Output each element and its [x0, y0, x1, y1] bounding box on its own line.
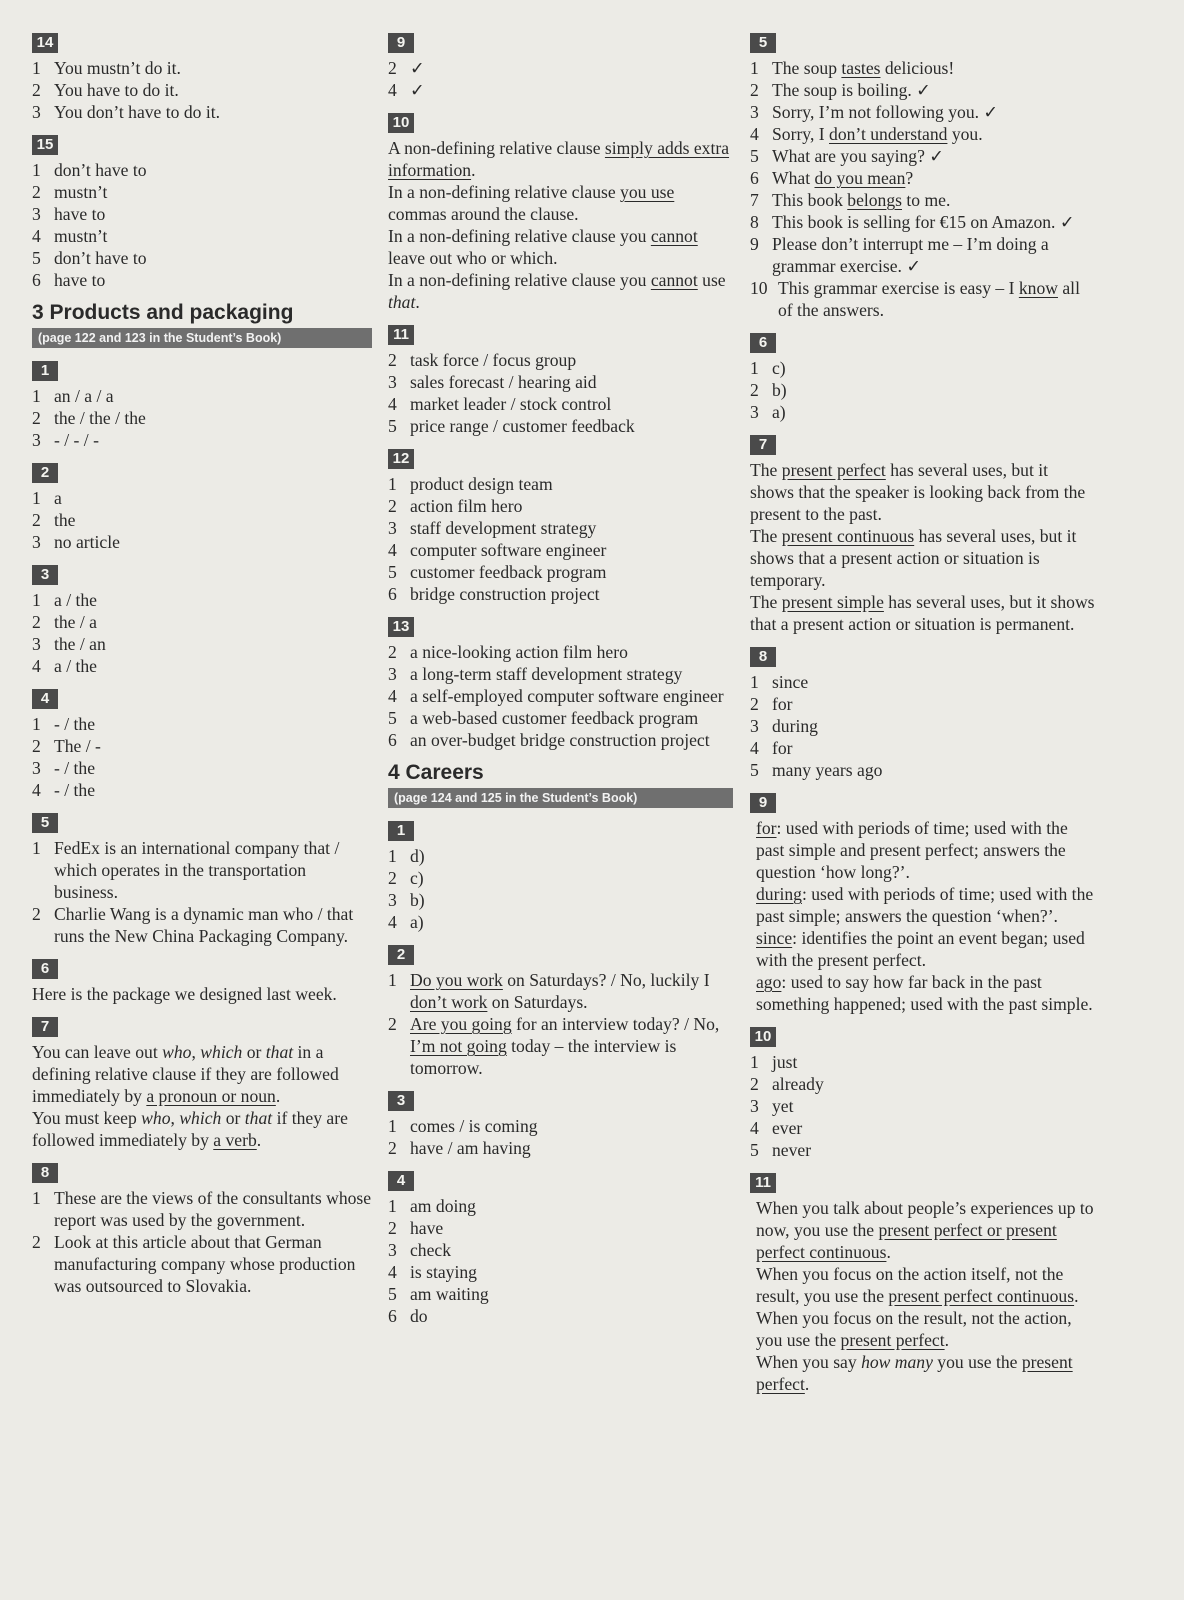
- list-item: 4 ever: [750, 1118, 803, 1138]
- exercise-number: 10: [750, 1027, 776, 1047]
- exercise-number: 3: [32, 565, 58, 585]
- list-item: 1 You mustn’t do it.: [32, 58, 181, 78]
- list-item: 3 b): [388, 890, 425, 910]
- exercise-8: [750, 644, 1095, 781]
- list-item: 3 sales forecast / hearing aid: [388, 372, 597, 392]
- list-item: 3 have to: [32, 204, 106, 224]
- exercise-3: [32, 562, 372, 677]
- list-item: 1 d): [388, 846, 425, 866]
- exercise-10: [388, 110, 733, 313]
- list-item: 6 have to: [32, 270, 106, 290]
- unit-4-title: 4 Careers: [388, 761, 484, 784]
- list-item: 6 an over-budget bridge construction project: [388, 730, 710, 750]
- list-item: 2 Look at this article about that German manufacturing company whose production was outsourced to Slovakia.: [32, 1232, 356, 1296]
- exercise-number: 13: [388, 617, 414, 637]
- list-item: 9 Please don’t interrupt me – I’m doing a grammar exercise. ✓: [750, 234, 1049, 276]
- list-item: 1 product design team: [388, 474, 553, 494]
- unit-3-page-reference: (page 122 and 123 in the Student’s Book): [32, 328, 372, 348]
- list-item: 3 a long-term staff development strategy: [388, 664, 683, 684]
- exercise-number: 9: [388, 33, 414, 53]
- checkmark-icon: ✓: [410, 58, 425, 78]
- checkmark-icon: ✓: [410, 80, 425, 100]
- exercise-number: 4: [388, 1171, 414, 1191]
- exercise-number: 4: [32, 689, 58, 709]
- exercise-11: [388, 322, 733, 437]
- exercise-number: 5: [750, 33, 776, 53]
- exercise-9: [388, 30, 733, 101]
- list-item: 2 have: [388, 1218, 444, 1238]
- exercise-6: [750, 330, 1095, 423]
- exercise-number: 1: [32, 361, 58, 381]
- answer-paragraph: You can leave out who, which or that in a defining relative clause if they are followed immediately by a pronoun or noun.: [32, 1042, 339, 1106]
- answer-paragraph: since: identifies the point an event began; used with the present perfect.: [756, 928, 1085, 970]
- list-item: 2 action film hero: [388, 496, 523, 516]
- exercise-4: [388, 1168, 733, 1327]
- list-item: 1 - / the: [32, 714, 96, 734]
- exercise-number: 7: [32, 1017, 58, 1037]
- exercise-number: 6: [750, 333, 776, 353]
- list-item: 7 This book belongs to me.: [750, 190, 951, 210]
- list-item: 2 task force / focus group: [388, 350, 577, 370]
- unit-3-title: 3 Products and packaging: [32, 301, 294, 324]
- list-item: 1 an / a / a: [32, 386, 114, 406]
- list-item: 2 The / -: [32, 736, 101, 756]
- list-item: 2 mustn’t: [32, 182, 108, 202]
- exercise-6: [32, 956, 372, 1005]
- exercise-7: [32, 1014, 372, 1151]
- list-item: 1 These are the views of the consultants whose report was used by the government.: [32, 1188, 372, 1230]
- list-item: 2 Are you going for an interview today? / No, I’m not going today – the interview is tomorrow.: [388, 1014, 720, 1078]
- list-item: 2 Charlie Wang is a dynamic man who / that runs the New China Packaging Company.: [32, 904, 354, 946]
- list-item: 1 c): [750, 358, 786, 378]
- list-item: 1 FedEx is an international company that / which operates in the transportation business.: [32, 838, 340, 902]
- list-item: 4 Sorry, I don’t understand you.: [750, 124, 983, 144]
- list-item: 10 This grammar exercise is easy – I know all of the answers.: [750, 278, 1080, 320]
- list-item: 1 since: [750, 672, 809, 692]
- exercise-5: [32, 810, 372, 947]
- list-item: 2 b): [750, 380, 787, 400]
- list-item: 4 computer software engineer: [388, 540, 607, 560]
- list-item: 6 do: [388, 1306, 428, 1326]
- exercise-15: [32, 132, 372, 291]
- list-item: 1 Do you work on Saturdays? / No, luckily I don’t work on Saturdays.: [388, 970, 710, 1012]
- list-item: 5 customer feedback program: [388, 562, 607, 582]
- list-item: 1 a / the: [32, 590, 97, 610]
- list-item: 3 check: [388, 1240, 452, 1260]
- exercise-number: 11: [388, 325, 414, 345]
- answer-paragraph: In a non-defining relative clause you cannot leave out who or which.: [388, 226, 698, 268]
- list-item: 4 - / the: [32, 780, 96, 800]
- exercise-number: 3: [388, 1091, 414, 1111]
- exercise-number: 14: [32, 33, 58, 53]
- list-item: 4 is staying: [388, 1262, 477, 1282]
- list-item: 4 for: [750, 738, 793, 758]
- list-item: 2 for: [750, 694, 793, 714]
- list-item: 3 during: [750, 716, 818, 736]
- exercise-number: 10: [388, 113, 414, 133]
- list-item: 2 a nice-looking action film hero: [388, 642, 628, 662]
- exercise-2: [32, 460, 372, 553]
- list-item: 5 What are you saying? ✓: [750, 146, 945, 166]
- exercise-number: 9: [750, 793, 776, 813]
- answer-paragraph: The present simple has several uses, but it shows that a present action or situation is permanent.: [750, 592, 1095, 634]
- list-item: 1 comes / is coming: [388, 1116, 538, 1136]
- list-item: 5 a web-based customer feedback program: [388, 708, 699, 728]
- exercise-number: 2: [32, 463, 58, 483]
- exercise-5: [750, 30, 1095, 321]
- list-item: 2 already: [750, 1074, 824, 1094]
- answer-paragraph: You must keep who, which or that if they are followed immediately by a verb.: [32, 1108, 348, 1150]
- list-item: 3 no article: [32, 532, 120, 552]
- list-item: 5 price range / customer feedback: [388, 416, 635, 436]
- list-item: 5 many years ago: [750, 760, 883, 780]
- answer-paragraph: A non-defining relative clause simply adds extra information.: [388, 138, 730, 180]
- answer-paragraph: The present perfect has several uses, but it shows that the speaker is looking back from the present to the past.: [750, 460, 1086, 524]
- list-item: 1 am doing: [388, 1196, 476, 1216]
- exercise-12: [388, 446, 733, 605]
- list-item: 8 This book is selling for €15 on Amazon. ✓: [750, 212, 1075, 232]
- column-right: [750, 30, 1095, 1404]
- exercise-4: [32, 686, 372, 801]
- list-item: 3 You don’t have to do it.: [32, 102, 221, 122]
- list-item: 4 a / the: [32, 656, 97, 676]
- list-item: 3 a): [750, 402, 786, 422]
- list-item: 2 the / the / the: [32, 408, 146, 428]
- exercise-7: [750, 432, 1095, 635]
- list-item: 1 don’t have to: [32, 160, 147, 180]
- exercise-number: 8: [750, 647, 776, 667]
- exercise-14: [32, 30, 372, 123]
- answer-paragraph: for: used with periods of time; used with the past simple and present perfect; answers the question ‘how long?’.: [756, 818, 1068, 882]
- unit-4-page-reference: (page 124 and 125 in the Student’s Book): [388, 788, 733, 808]
- column-left: [32, 30, 372, 1306]
- list-item: 5 never: [750, 1140, 812, 1160]
- list-item: 2 ✓: [388, 57, 733, 79]
- list-item: 3 Sorry, I’m not following you. ✓: [750, 102, 999, 122]
- list-item: 3 - / the: [32, 758, 96, 778]
- exercise-number: 15: [32, 135, 58, 155]
- exercise-number: 2: [388, 945, 414, 965]
- exercise-number: 1: [388, 821, 414, 841]
- list-item: 2 c): [388, 868, 424, 888]
- answer-paragraph: When you say how many you use the present perfect.: [756, 1352, 1073, 1394]
- exercise-13: [388, 614, 733, 751]
- list-item: 3 yet: [750, 1096, 794, 1116]
- exercise-1: [388, 818, 733, 933]
- answer-paragraph: during: used with periods of time; used with the past simple; answers the question ‘when?’.: [756, 884, 1094, 926]
- list-item: 4 market leader / stock control: [388, 394, 612, 414]
- list-item: 4 a self-employed computer software engineer: [388, 686, 724, 706]
- list-item: 2 You have to do it.: [32, 80, 179, 100]
- exercise-number: 12: [388, 449, 414, 469]
- list-item: 2 the / a: [32, 612, 97, 632]
- list-item: 2 The soup is boiling. ✓: [750, 80, 931, 100]
- answer-paragraph: When you talk about people’s experiences up to now, you use the present perfect or present perfect continuous.: [756, 1198, 1094, 1262]
- list-item: 2 the: [32, 510, 76, 530]
- exercise-number: 11: [750, 1173, 776, 1193]
- list-item: 5 don’t have to: [32, 248, 147, 268]
- exercise-9: [750, 790, 1095, 1015]
- list-item: 1 a: [32, 488, 62, 508]
- exercise-3: [388, 1088, 733, 1159]
- answer-paragraph: ago: used to say how far back in the past something happened; used with the past simple.: [756, 972, 1093, 1014]
- exercise-11: [750, 1170, 1095, 1395]
- list-item: 3 the / an: [32, 634, 106, 654]
- list-item: 5 am waiting: [388, 1284, 489, 1304]
- answer-text: Here is the package we designed last week.: [32, 984, 337, 1004]
- list-item: 2 have / am having: [388, 1138, 531, 1158]
- exercise-10: [750, 1024, 1095, 1161]
- exercise-2: [388, 942, 733, 1079]
- exercise-1: [32, 358, 372, 451]
- list-item: 4 mustn’t: [32, 226, 108, 246]
- list-item: 1 The soup tastes delicious!: [750, 58, 955, 78]
- list-item: 3 - / - / -: [32, 430, 99, 450]
- list-item: 4 a): [388, 912, 424, 932]
- answer-paragraph: When you focus on the action itself, not the result, you use the present perfect continuous.: [756, 1264, 1079, 1306]
- list-item: 4 ✓: [388, 79, 733, 101]
- list-item: 6 bridge construction project: [388, 584, 600, 604]
- answer-paragraph: In a non-defining relative clause you use commas around the clause.: [388, 182, 675, 224]
- exercise-number: 5: [32, 813, 58, 833]
- answer-paragraph: The present continuous has several uses, but it shows that a present action or situation is temporary.: [750, 526, 1077, 590]
- exercise-number: 7: [750, 435, 776, 455]
- list-item: 1 just: [750, 1052, 798, 1072]
- answer-paragraph: In a non-defining relative clause you cannot use that.: [388, 270, 726, 312]
- exercise-number: 8: [32, 1163, 58, 1183]
- list-item: 3 staff development strategy: [388, 518, 597, 538]
- column-middle: [388, 30, 733, 1336]
- answer-paragraph: When you focus on the result, not the action, you use the present perfect.: [756, 1308, 1072, 1350]
- exercise-8: [32, 1160, 372, 1297]
- exercise-number: 6: [32, 959, 58, 979]
- list-item: 6 What do you mean?: [750, 168, 914, 188]
